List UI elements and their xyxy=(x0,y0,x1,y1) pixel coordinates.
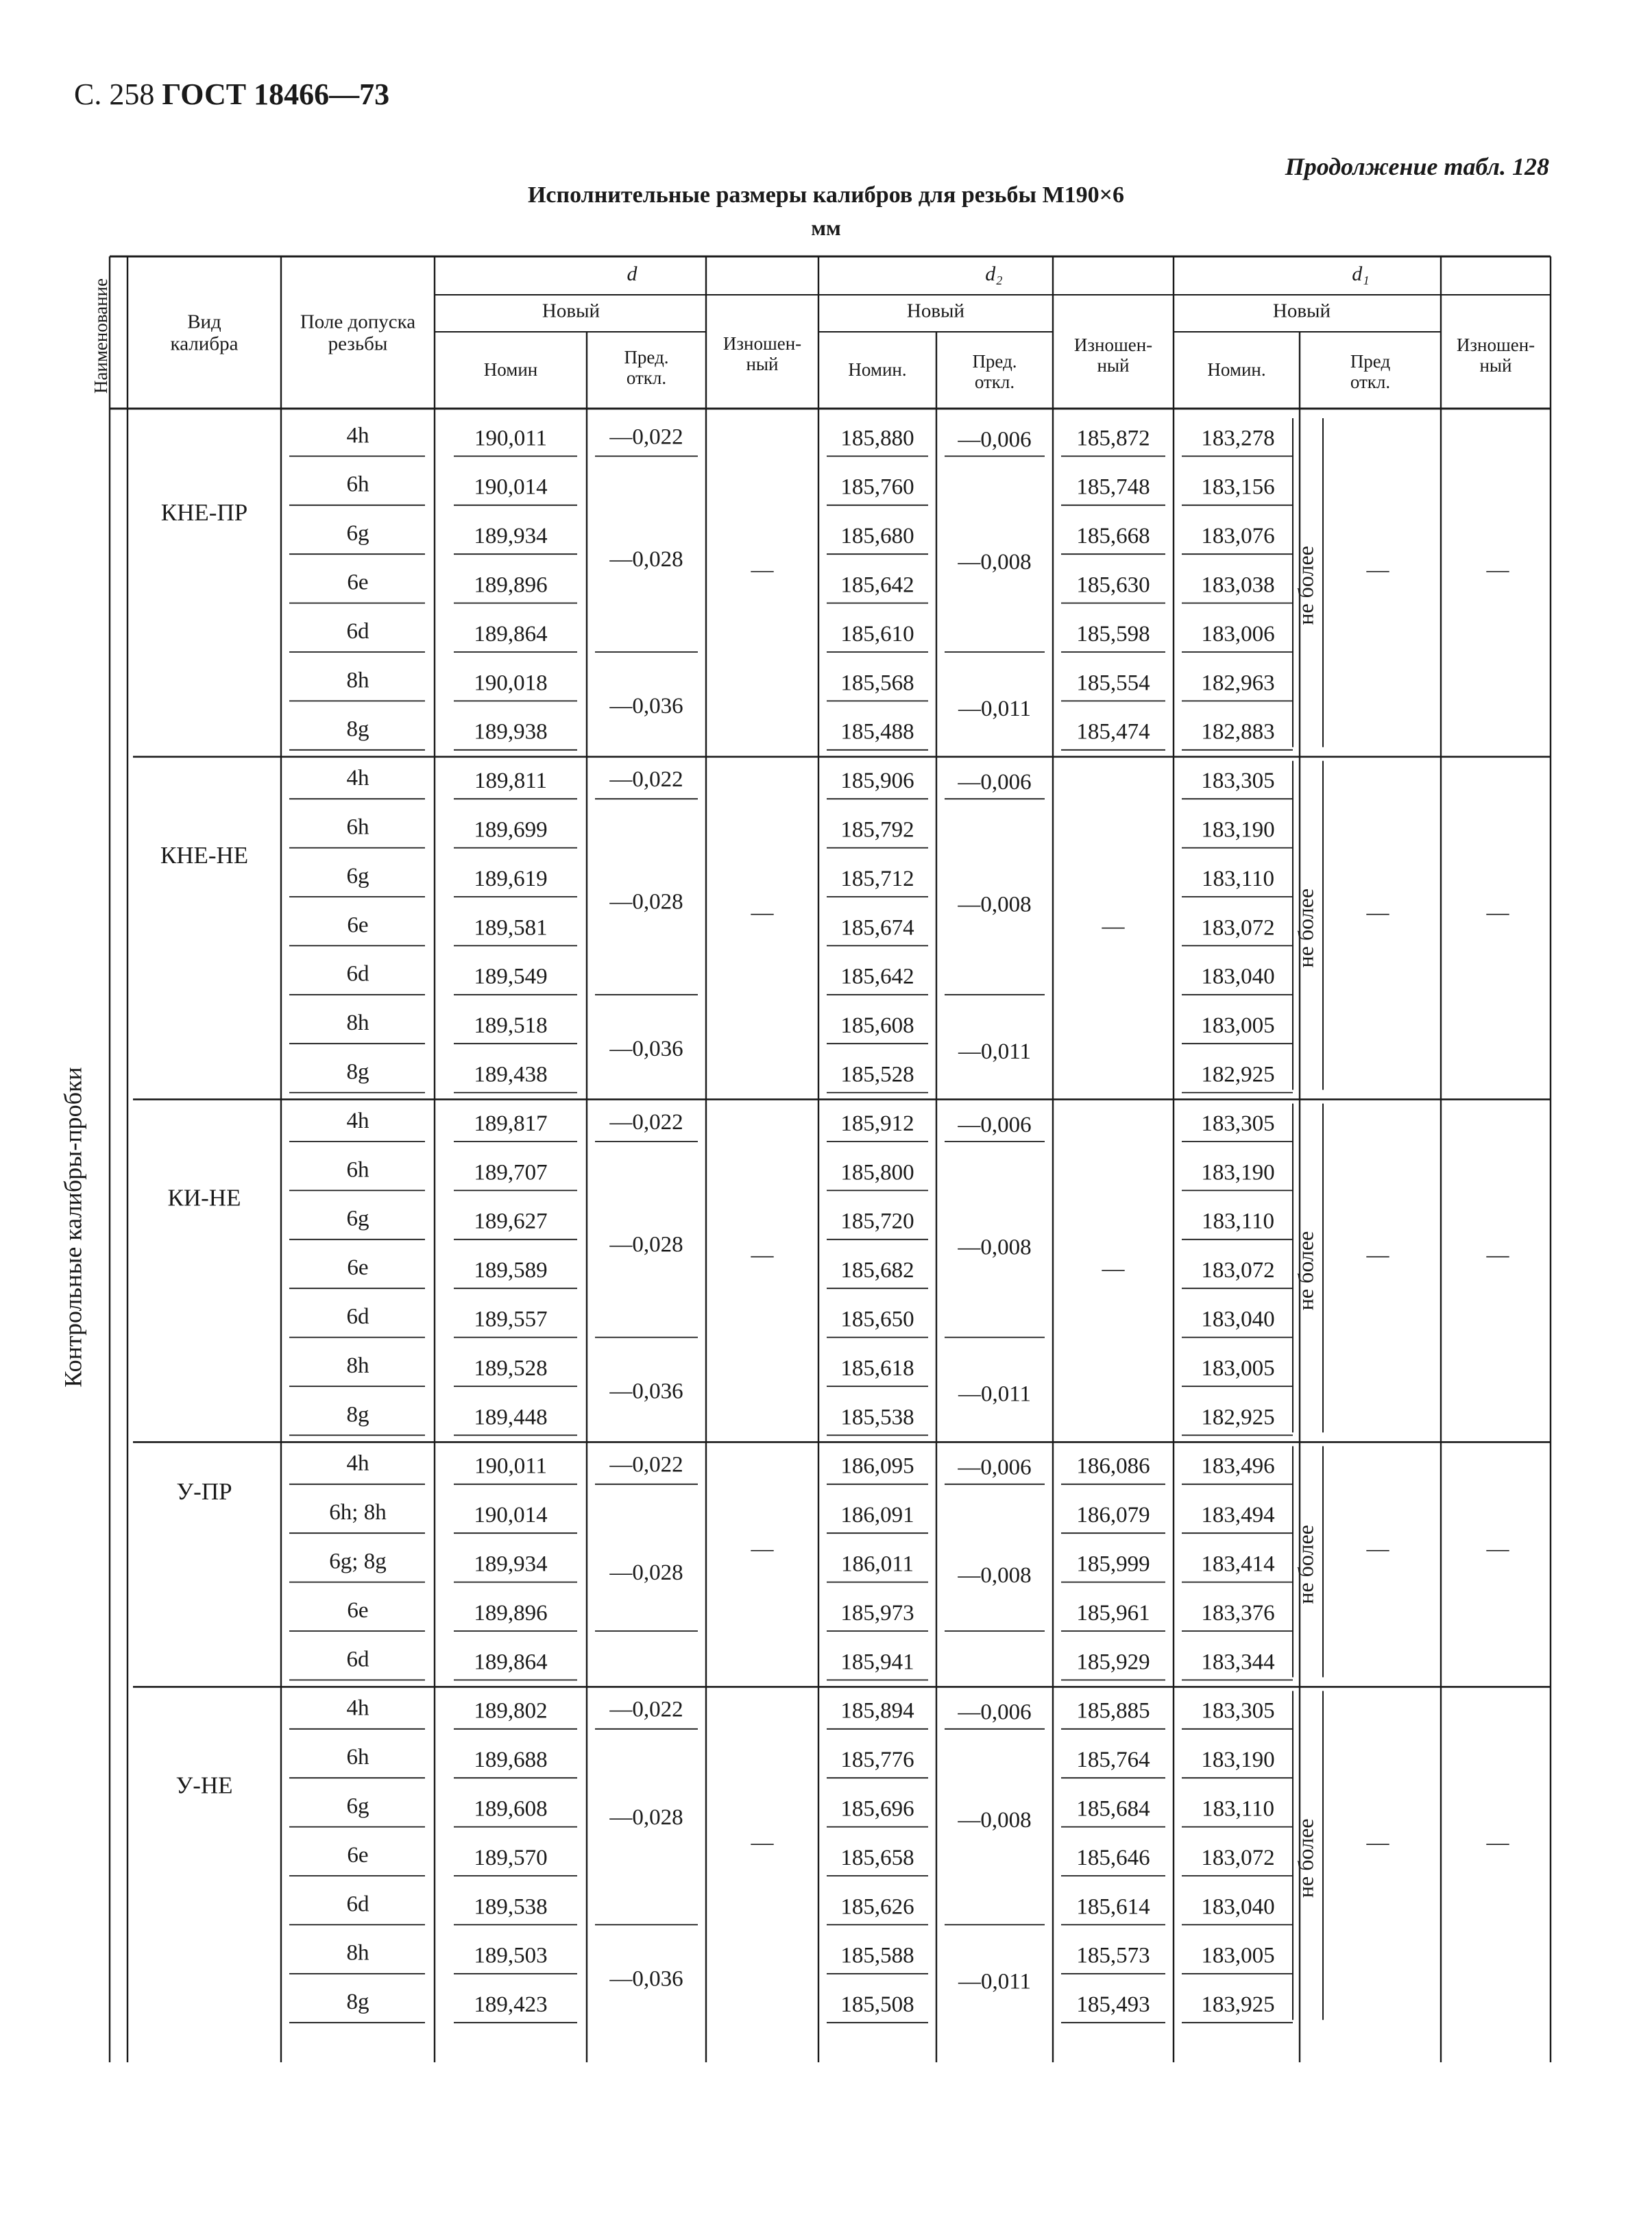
header-kind: Вид xyxy=(187,311,221,333)
header-d1: d₁ xyxy=(1352,262,1370,285)
d2-worn-cell: 186,086 xyxy=(1076,1453,1150,1479)
d2-nominal-cell: 185,674 xyxy=(840,915,914,941)
d2-worn-cell: 185,630 xyxy=(1076,572,1150,598)
header-nominal-d2: Номин. xyxy=(848,359,907,381)
d2-nominal-cell: 186,011 xyxy=(840,1552,914,1577)
d-deviation-cell: —0,028 xyxy=(609,1232,683,1257)
tolerance-cell: 4h xyxy=(346,1451,369,1476)
d-deviation-cell: —0,022 xyxy=(609,424,683,450)
header-d: d xyxy=(627,262,637,285)
d1-deviation-dash: — xyxy=(1366,557,1389,583)
d1-nominal-cell: 183,414 xyxy=(1201,1552,1275,1577)
d-nominal-cell: 190,014 xyxy=(474,1503,548,1528)
d2-nominal-cell: 185,792 xyxy=(840,817,914,843)
d-nominal-cell: 190,011 xyxy=(474,426,548,451)
d-deviation-cell: —0,022 xyxy=(609,1109,683,1135)
table-unit: мм xyxy=(811,215,841,240)
d2-worn-cell: 185,474 xyxy=(1076,719,1150,745)
tolerance-cell: 6e xyxy=(347,1842,369,1868)
d-deviation-cell: —0,028 xyxy=(609,1560,683,1585)
tolerance-cell: 6g xyxy=(346,521,369,546)
d2-deviation-cell: —0,011 xyxy=(958,1381,1032,1407)
d1-nominal-cell: 183,156 xyxy=(1201,474,1275,500)
tolerance-cell: 8h xyxy=(346,1940,369,1966)
d-nominal-cell: 189,423 xyxy=(474,1992,548,2018)
d1-worn-dash: — xyxy=(1486,900,1509,926)
not-more-label: не более xyxy=(1293,1231,1318,1311)
d1-nominal-cell: 183,072 xyxy=(1201,1845,1275,1870)
gauge-kind-label: КНЕ-НЕ xyxy=(160,841,249,869)
header-dev-d2: Пред. xyxy=(972,351,1017,372)
not-more-label: не более xyxy=(1293,1818,1318,1898)
d2-nominal-cell: 186,095 xyxy=(840,1453,914,1479)
d2-deviation-cell: —0,011 xyxy=(958,1039,1032,1064)
d1-nominal-cell: 183,494 xyxy=(1201,1503,1275,1528)
d2-nominal-cell: 185,528 xyxy=(840,1062,914,1087)
d2-deviation-cell: —0,008 xyxy=(958,892,1032,917)
d1-worn-dash: — xyxy=(1486,1243,1509,1268)
d-worn-dash: — xyxy=(751,1536,774,1562)
tolerance-cell: 8h xyxy=(346,668,369,693)
d-nominal-cell: 189,518 xyxy=(474,1013,548,1039)
d2-deviation-cell: —0,008 xyxy=(958,549,1032,575)
d2-nominal-cell: 185,618 xyxy=(840,1355,914,1381)
header-dev-d1: Пред xyxy=(1350,351,1391,372)
d1-nominal-cell: 183,076 xyxy=(1201,524,1275,549)
d-deviation-cell: —0,028 xyxy=(609,546,683,572)
d1-deviation-dash: — xyxy=(1366,900,1389,926)
d1-worn-dash: — xyxy=(1486,557,1509,583)
d-worn-dash: — xyxy=(751,900,774,926)
d2-deviation-cell: —0,006 xyxy=(958,1700,1032,1725)
tolerance-cell: 6h xyxy=(346,1745,369,1770)
d2-nominal-cell: 185,800 xyxy=(840,1160,914,1185)
d-nominal-cell: 190,011 xyxy=(474,1453,548,1479)
d2-nominal-cell: 185,941 xyxy=(840,1650,914,1675)
d2-nominal-cell: 185,568 xyxy=(840,671,914,696)
d-nominal-cell: 189,627 xyxy=(474,1209,548,1234)
d2-worn-cell: 185,614 xyxy=(1076,1894,1150,1920)
d-worn-dash: — xyxy=(751,557,774,583)
header-dev-d: откл. xyxy=(626,367,667,389)
d-nominal-cell: 189,528 xyxy=(474,1355,548,1381)
tolerance-cell: 6e xyxy=(347,570,369,595)
d2-nominal-cell: 185,508 xyxy=(840,1992,914,2018)
d-nominal-cell: 190,018 xyxy=(474,671,548,696)
d1-nominal-cell: 182,925 xyxy=(1201,1062,1275,1087)
d2-worn-cell: 185,684 xyxy=(1076,1796,1150,1822)
d2-nominal-cell: 185,894 xyxy=(840,1698,914,1724)
tolerance-cell: 6h xyxy=(346,472,369,497)
d1-nominal-cell: 183,305 xyxy=(1201,769,1275,794)
d2-nominal-cell: 185,488 xyxy=(840,719,914,745)
standard-number: ГОСТ 18466—73 xyxy=(162,77,390,111)
d-nominal-cell: 189,448 xyxy=(474,1405,548,1430)
d-nominal-cell: 189,503 xyxy=(474,1943,548,1968)
d1-nominal-cell: 183,040 xyxy=(1201,1894,1275,1920)
tolerance-cell: 6d xyxy=(346,1647,369,1672)
tolerance-cell: 6h xyxy=(346,1157,369,1183)
d1-nominal-cell: 183,072 xyxy=(1201,915,1275,941)
header-worn-d2: ный xyxy=(1097,355,1130,376)
d2-worn-cell: 185,573 xyxy=(1076,1943,1150,1968)
d1-nominal-cell: 183,305 xyxy=(1201,1698,1275,1724)
d2-worn-cell: 185,872 xyxy=(1076,426,1150,451)
d2-worn-cell: 185,999 xyxy=(1076,1552,1150,1577)
d1-nominal-cell: 183,190 xyxy=(1201,1748,1275,1773)
d2-nominal-cell: 185,696 xyxy=(840,1796,914,1822)
d2-worn-cell: 185,929 xyxy=(1076,1650,1150,1675)
d-deviation-cell: —0,036 xyxy=(609,1379,683,1404)
d-deviation-cell: —0,022 xyxy=(609,767,683,793)
d-nominal-cell: 189,811 xyxy=(474,769,548,794)
d-nominal-cell: 189,589 xyxy=(474,1258,548,1283)
header-worn-d2: Изношен- xyxy=(1073,335,1153,356)
d2-worn-cell: 185,646 xyxy=(1076,1845,1150,1870)
tolerance-cell: 4h xyxy=(346,1108,369,1133)
not-more-label: не более xyxy=(1293,888,1318,968)
d2-nominal-cell: 185,682 xyxy=(840,1258,914,1283)
tolerance-cell: 4h xyxy=(346,423,369,448)
d-deviation-cell: —0,036 xyxy=(609,1036,683,1061)
tolerance-cell: 6e xyxy=(347,1597,369,1623)
tolerance-cell: 6g; 8g xyxy=(329,1549,387,1574)
header-dev-d2: откл. xyxy=(974,372,1015,393)
tolerance-cell: 8g xyxy=(346,716,369,742)
d2-worn-cell: 185,764 xyxy=(1076,1748,1150,1773)
d-nominal-cell: 189,688 xyxy=(474,1748,548,1773)
gauge-kind-label: КИ-НЕ xyxy=(167,1184,241,1211)
tolerance-cell: 6d xyxy=(346,961,369,987)
d-nominal-cell: 189,608 xyxy=(474,1796,548,1822)
d2-nominal-cell: 185,626 xyxy=(840,1894,914,1920)
header-worn-d: Изношен- xyxy=(722,333,802,354)
d2-deviation-cell: —0,006 xyxy=(958,1112,1032,1137)
d1-nominal-cell: 183,110 xyxy=(1201,1209,1275,1234)
header-d2: d₂ xyxy=(985,262,1003,285)
d2-nominal-cell: 185,776 xyxy=(840,1748,914,1773)
d-nominal-cell: 189,802 xyxy=(474,1698,548,1724)
d-worn-dash: — xyxy=(751,1830,774,1855)
d-nominal-cell: 189,538 xyxy=(474,1894,548,1920)
d1-nominal-cell: 183,110 xyxy=(1201,866,1275,891)
d2-nominal-cell: 185,642 xyxy=(840,572,914,598)
d2-worn-dash: — xyxy=(1102,1257,1125,1282)
d2-worn-cell: 185,668 xyxy=(1076,524,1150,549)
d-deviation-cell: —0,022 xyxy=(609,1697,683,1722)
d1-nominal-cell: 183,376 xyxy=(1201,1600,1275,1626)
d1-nominal-cell: 182,963 xyxy=(1201,671,1275,696)
tolerance-cell: 6g xyxy=(346,863,369,889)
d1-nominal-cell: 183,305 xyxy=(1201,1111,1275,1136)
d1-nominal-cell: 183,005 xyxy=(1201,1013,1275,1039)
d2-nominal-cell: 186,091 xyxy=(840,1503,914,1528)
d2-nominal-cell: 185,658 xyxy=(840,1845,914,1870)
d1-nominal-cell: 183,038 xyxy=(1201,572,1275,598)
d1-worn-dash: — xyxy=(1486,1830,1509,1855)
header-new-d2: Новый xyxy=(906,300,965,322)
tolerance-cell: 8g xyxy=(346,1402,369,1427)
not-more-label: не более xyxy=(1293,546,1318,625)
d1-nominal-cell: 183,925 xyxy=(1201,1992,1275,2018)
d2-nominal-cell: 185,760 xyxy=(840,474,914,500)
d2-worn-cell: 185,961 xyxy=(1076,1600,1150,1626)
d-nominal-cell: 189,934 xyxy=(474,1552,548,1577)
header-nominal-d1: Номин. xyxy=(1207,359,1266,381)
d-deviation-cell: —0,028 xyxy=(609,889,683,915)
d1-nominal-cell: 182,925 xyxy=(1201,1405,1275,1430)
d2-nominal-cell: 185,588 xyxy=(840,1943,914,1968)
d1-nominal-cell: 183,005 xyxy=(1201,1355,1275,1381)
d1-nominal-cell: 183,006 xyxy=(1201,621,1275,647)
d2-nominal-cell: 185,538 xyxy=(840,1405,914,1430)
d1-nominal-cell: 182,883 xyxy=(1201,719,1275,745)
d2-nominal-cell: 185,610 xyxy=(840,621,914,647)
table-title: Исполнительные размеры калибров для резьбы М190×6 xyxy=(527,182,1125,208)
header-worn-d1: Изношен- xyxy=(1456,335,1535,356)
d-nominal-cell: 189,864 xyxy=(474,621,548,647)
page-number: С. 258 xyxy=(74,77,155,111)
d2-nominal-cell: 185,912 xyxy=(840,1111,914,1136)
d2-deviation-cell: —0,006 xyxy=(958,770,1032,795)
d1-nominal-cell: 183,040 xyxy=(1201,1307,1275,1332)
d-nominal-cell: 189,581 xyxy=(474,915,548,941)
tolerance-cell: 4h xyxy=(346,1695,369,1721)
d2-worn-cell: 185,493 xyxy=(1076,1992,1150,2018)
d-nominal-cell: 189,699 xyxy=(474,817,548,843)
d-nominal-cell: 189,817 xyxy=(474,1111,548,1136)
tolerance-cell: 8h xyxy=(346,1353,369,1378)
continuation-label: Продолжение табл. 128 xyxy=(1285,153,1549,180)
header-new-d1: Новый xyxy=(1272,300,1331,322)
d1-worn-dash: — xyxy=(1486,1536,1509,1562)
d-nominal-cell: 189,864 xyxy=(474,1650,548,1675)
tolerance-cell: 8h xyxy=(346,1011,369,1036)
d1-nominal-cell: 183,496 xyxy=(1201,1453,1275,1479)
d-nominal-cell: 189,707 xyxy=(474,1160,548,1185)
d-nominal-cell: 190,014 xyxy=(474,474,548,500)
d-nominal-cell: 189,570 xyxy=(474,1845,548,1870)
d1-nominal-cell: 183,110 xyxy=(1201,1796,1275,1822)
tolerance-cell: 4h xyxy=(346,766,369,791)
d-nominal-cell: 189,619 xyxy=(474,866,548,891)
d2-deviation-cell: —0,008 xyxy=(958,1807,1032,1833)
d1-deviation-dash: — xyxy=(1366,1243,1389,1268)
group-label: Контрольные калибры-пробки xyxy=(59,1067,87,1388)
not-more-label: не более xyxy=(1293,1525,1318,1604)
d-deviation-cell: —0,028 xyxy=(609,1804,683,1830)
d2-deviation-cell: —0,006 xyxy=(958,1455,1032,1480)
d2-nominal-cell: 185,973 xyxy=(840,1600,914,1626)
tolerance-cell: 6e xyxy=(347,913,369,938)
d2-deviation-cell: —0,006 xyxy=(958,427,1032,452)
d2-nominal-cell: 185,680 xyxy=(840,524,914,549)
d1-nominal-cell: 183,190 xyxy=(1201,1160,1275,1185)
d2-deviation-cell: —0,011 xyxy=(958,1969,1032,1994)
d1-nominal-cell: 183,344 xyxy=(1201,1650,1275,1675)
d2-worn-cell: 185,554 xyxy=(1076,671,1150,696)
header-name: Наименование xyxy=(90,278,112,394)
d2-deviation-cell: —0,011 xyxy=(958,696,1032,721)
tolerance-cell: 6g xyxy=(346,1794,369,1819)
d-nominal-cell: 189,557 xyxy=(474,1307,548,1332)
tolerance-cell: 6g xyxy=(346,1206,369,1231)
d1-deviation-dash: — xyxy=(1366,1536,1389,1562)
d2-worn-cell: 185,748 xyxy=(1076,474,1150,500)
d-nominal-cell: 189,549 xyxy=(474,964,548,989)
d1-nominal-cell: 183,072 xyxy=(1201,1258,1275,1283)
d-worn-dash: — xyxy=(751,1243,774,1268)
d2-nominal-cell: 185,712 xyxy=(840,866,914,891)
d2-nominal-cell: 185,906 xyxy=(840,769,914,794)
tolerance-cell: 6d xyxy=(346,618,369,644)
header-new-d: Новый xyxy=(542,300,600,322)
d2-nominal-cell: 185,642 xyxy=(840,964,914,989)
d1-nominal-cell: 183,005 xyxy=(1201,1943,1275,1968)
d-nominal-cell: 189,938 xyxy=(474,719,548,745)
header-tolerance: Поле допуска xyxy=(300,311,416,333)
d-nominal-cell: 189,896 xyxy=(474,572,548,598)
d-nominal-cell: 189,896 xyxy=(474,1600,548,1626)
header-worn-d: ный xyxy=(746,354,779,375)
header-dev-d: Пред. xyxy=(624,347,669,368)
d2-nominal-cell: 185,880 xyxy=(840,426,914,451)
d-deviation-cell: —0,022 xyxy=(609,1452,683,1477)
header-dev-d1: откл. xyxy=(1350,372,1391,393)
tolerance-cell: 6h; 8h xyxy=(329,1500,387,1525)
gauge-kind-label: У-НЕ xyxy=(175,1772,233,1799)
d2-nominal-cell: 185,650 xyxy=(840,1307,914,1332)
d2-deviation-cell: —0,008 xyxy=(958,1235,1032,1260)
d-nominal-cell: 189,438 xyxy=(474,1062,548,1087)
d-deviation-cell: —0,036 xyxy=(609,693,683,719)
d1-nominal-cell: 183,278 xyxy=(1201,426,1275,451)
tolerance-cell: 6d xyxy=(346,1304,369,1329)
d2-nominal-cell: 185,720 xyxy=(840,1209,914,1234)
tolerance-cell: 6d xyxy=(346,1892,369,1917)
tolerance-cell: 6e xyxy=(347,1255,369,1281)
d2-worn-cell: 186,079 xyxy=(1076,1503,1150,1528)
d2-nominal-cell: 185,608 xyxy=(840,1013,914,1039)
tolerance-cell: 8g xyxy=(346,1990,369,2015)
tolerance-cell: 8g xyxy=(346,1059,369,1085)
d2-worn-cell: 185,885 xyxy=(1076,1698,1150,1724)
gauge-kind-label: КНЕ-ПР xyxy=(160,499,248,527)
d2-deviation-cell: —0,008 xyxy=(958,1562,1032,1588)
d2-worn-dash: — xyxy=(1102,914,1125,939)
header-kind: калибра xyxy=(170,333,239,355)
tolerance-cell: 6h xyxy=(346,814,369,840)
d-nominal-cell: 189,934 xyxy=(474,524,548,549)
header-tolerance: резьбы xyxy=(328,333,388,355)
d1-nominal-cell: 183,040 xyxy=(1201,964,1275,989)
d-deviation-cell: —0,036 xyxy=(609,1966,683,1992)
gauge-kind-label: У-ПР xyxy=(176,1478,232,1506)
d1-nominal-cell: 183,190 xyxy=(1201,817,1275,843)
header-worn-d1: ный xyxy=(1479,355,1512,376)
d1-deviation-dash: — xyxy=(1366,1830,1389,1855)
header-nominal-d: Номин xyxy=(483,359,538,381)
d2-worn-cell: 185,598 xyxy=(1076,621,1150,647)
